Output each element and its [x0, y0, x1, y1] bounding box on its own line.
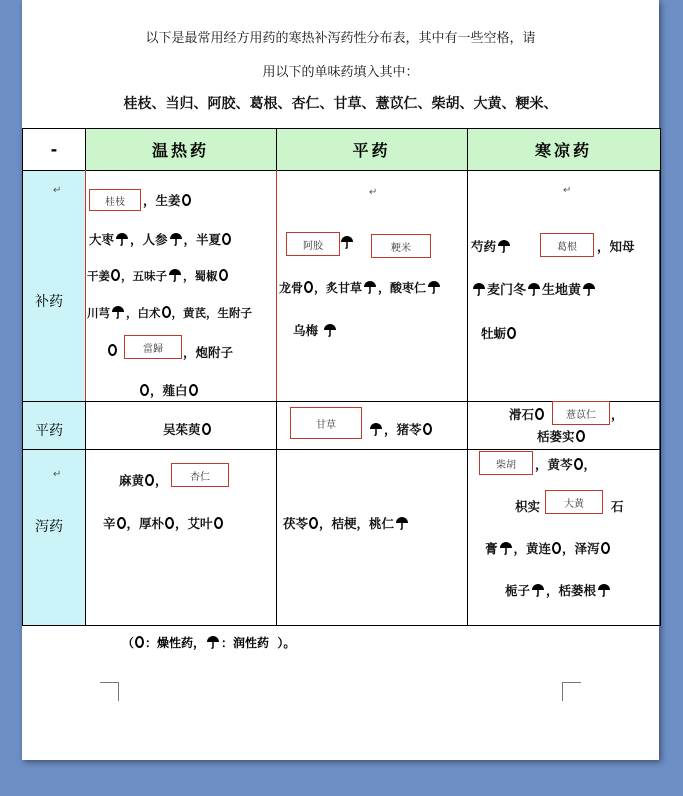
herb-text: 芍药 [471, 237, 512, 255]
dry-icon [117, 517, 126, 529]
dry-icon [165, 517, 174, 529]
dry-icon [222, 233, 231, 245]
col-header-neutral: 平药 [352, 141, 391, 160]
umbrella-icon [527, 282, 541, 296]
herb-text: 石 [611, 499, 624, 514]
col-header-warm: 温热药 [151, 141, 209, 160]
row-label-tonify: 补药 [35, 294, 63, 310]
answer-box[interactable]: 葛根 [540, 233, 594, 257]
herb-text: ，生姜 [143, 191, 192, 209]
paragraph-mark: ↵ [53, 185, 62, 196]
grid-vline [467, 129, 468, 625]
intro-line-1: 以下是最常用经方用药的寒热补泻药性分布表，其中有一些空格，请 [145, 31, 536, 46]
herb-text: 滑石 [509, 405, 545, 423]
herb-text: ，炮附子 [183, 345, 234, 360]
row-label-bg [23, 170, 85, 625]
col-header-cold: 寒凉药 [534, 141, 592, 160]
umbrella-icon [169, 232, 183, 246]
answer-box[interactable]: 甘草 [290, 407, 362, 439]
herb-text: 干姜 ，五味子 ，蜀椒 [87, 268, 229, 284]
umbrella-icon [369, 422, 383, 436]
dry-icon [219, 269, 228, 281]
herb-text: 牡蛎 [481, 324, 517, 342]
herb-list: 桂枝、当归、阿胶、葛根、杏仁、甘草、薏苡仁、柴胡、大黄、粳米、 [123, 96, 558, 112]
herb-text: 辛 ，厚朴 ，艾叶 [103, 514, 224, 532]
answer-box[interactable]: 薏苡仁 [552, 401, 610, 425]
legend: （ ：燥性药， ：润性药 ）。 [122, 636, 296, 650]
document-page [22, 0, 659, 760]
row-label-purge: 泻药 [35, 519, 63, 535]
red-border [276, 170, 277, 401]
dry-icon [108, 344, 117, 356]
answer-box[interactable]: 大黄 [545, 490, 603, 514]
herb-text: 龙骨 ，炙甘草 ，酸枣仁 [279, 279, 442, 296]
herb-text: 麦门冬 生地黄 [471, 279, 597, 298]
herb-text: 大枣 ，人参 ，半夏 [89, 230, 232, 248]
umbrella-icon [115, 232, 129, 246]
umbrella-icon [395, 516, 409, 530]
margin-corner-right [562, 682, 581, 701]
umbrella-icon [323, 323, 337, 337]
corner-dash: - [50, 140, 58, 159]
answer-box[interactable]: 當歸 [124, 335, 182, 359]
dry-icon [507, 327, 516, 339]
dry-icon [601, 542, 610, 554]
red-border [85, 170, 86, 401]
umbrella-icon [472, 282, 486, 296]
dry-icon [576, 430, 585, 442]
herb-text [107, 343, 118, 358]
herb-text: 茯苓 ，桔梗，桃仁 [283, 514, 410, 532]
umbrella-icon [111, 305, 125, 319]
herb-text: 栝蒌实 [537, 427, 586, 445]
dry-icon [552, 542, 561, 554]
paragraph-mark: ↵ [563, 185, 572, 196]
dry-icon [423, 423, 432, 435]
dry-icon [309, 517, 318, 529]
dry-icon [111, 269, 120, 281]
herb-text: ，猪苓 [368, 420, 433, 438]
herb-text: 麻黄 ， [119, 473, 168, 488]
dry-icon [135, 636, 144, 648]
grid-hline [23, 449, 660, 450]
herb-text [339, 235, 355, 250]
herb-text: 川芎 ，白术 ，黄芪，生附子 [87, 306, 252, 320]
answer-box[interactable]: 柴胡 [479, 451, 533, 475]
umbrella-icon [363, 280, 377, 294]
umbrella-icon [427, 280, 441, 294]
margin-corner-left [100, 682, 119, 701]
umbrella-icon [497, 239, 511, 253]
answer-box[interactable]: 杏仁 [171, 463, 229, 487]
dry-icon [574, 458, 583, 470]
row-label-neutral: 平药 [35, 423, 63, 439]
dry-icon [304, 281, 313, 293]
answer-box[interactable]: 桂枝 [89, 189, 141, 211]
herb-text: 栀子 ，栝蒌根 [505, 581, 612, 599]
umbrella-icon [168, 268, 182, 282]
umbrella-icon [499, 541, 513, 555]
herb-text: 膏 ，黄连 ，泽泻 [485, 539, 611, 557]
grid-hline [23, 170, 660, 171]
herb-text: ，知母 [597, 239, 635, 254]
dry-icon [162, 306, 171, 318]
umbrella-icon [206, 635, 220, 649]
dry-icon [535, 408, 544, 420]
umbrella-icon [340, 235, 354, 249]
umbrella-icon [582, 282, 596, 296]
umbrella-icon [597, 583, 611, 597]
herb-text: ， [611, 407, 624, 422]
herb-text: ，薤白 [139, 381, 199, 399]
dry-icon [182, 194, 191, 206]
herb-property-table [22, 128, 661, 626]
dry-icon [189, 384, 198, 396]
umbrella-icon [531, 583, 545, 597]
dry-icon [202, 423, 211, 435]
dry-icon [214, 517, 223, 529]
herb-text: ，黄芩 ， [535, 457, 597, 472]
answer-box[interactable]: 粳米 [371, 234, 431, 258]
paragraph-mark: ↵ [53, 469, 62, 480]
answer-box[interactable]: 阿胶 [286, 232, 340, 256]
herb-text: 吴茱萸 [163, 420, 212, 438]
paragraph-mark: ↵ [369, 187, 378, 198]
herb-text: 枳实 [515, 499, 541, 514]
dry-icon [140, 384, 149, 396]
intro-line-2: 用以下的单味药填入其中： [262, 65, 419, 80]
dry-icon [145, 474, 154, 486]
herb-text: 乌梅 [293, 321, 338, 339]
